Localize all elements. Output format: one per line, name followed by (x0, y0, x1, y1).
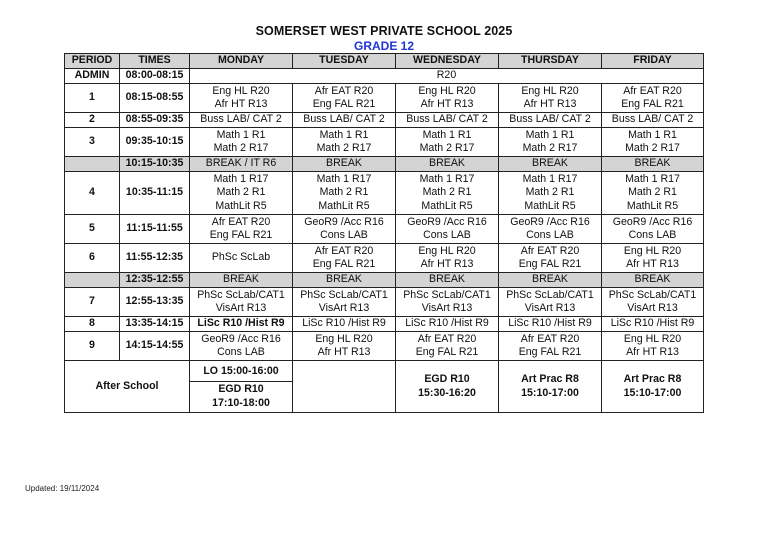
period-row-8 (65, 317, 704, 332)
lesson-cell-wed (396, 215, 499, 244)
lesson-line: Afr HT R13 (214, 98, 268, 110)
lesson-line: Afr HT R13 (626, 258, 679, 270)
time-cell: 13:35-14:15 (120, 317, 190, 332)
col-wednesday: WEDNESDAY (396, 54, 499, 69)
lesson-line: GeoR9 /Acc R16 (407, 215, 487, 228)
lesson-line: Math 2 R17 (419, 142, 475, 154)
lesson-line: GeoR9 /Acc R16 (201, 332, 281, 345)
lesson-cell-fri: LiSc R10 /Hist R9 (602, 317, 704, 332)
period-row-4 (65, 172, 704, 215)
break-cell-thu: BREAK (499, 157, 602, 172)
lesson-line: Math 2 R17 (522, 142, 578, 154)
lesson-cell-mon (190, 215, 293, 244)
lesson-cell-tue (293, 84, 396, 113)
period-row-1 (65, 84, 704, 113)
lesson-line: Eng FAL R21 (312, 98, 376, 110)
time-cell: 11:15-11:55 (120, 215, 190, 244)
time-cell: 08:55-09:35 (120, 113, 190, 128)
lesson-cell-mon (190, 128, 293, 157)
lesson-line: VisArt R13 (318, 302, 370, 314)
period-cell: 8 (65, 317, 120, 332)
period-row-2 (65, 113, 704, 128)
time-cell: 11:55-12:35 (120, 244, 190, 273)
lesson-line: Eng HL R20 (212, 84, 270, 97)
lesson-line: Math 1 R17 (316, 172, 372, 185)
lesson-line: VisArt R13 (215, 302, 267, 314)
lesson-line: MathLit R5 (318, 199, 370, 212)
lesson-line: EGD R10 (424, 373, 470, 385)
lesson-line: Math 2 R1 (628, 186, 677, 199)
lesson-line: VisArt R13 (627, 302, 678, 314)
lesson-cell-fri (602, 332, 704, 361)
lesson-cell-fri (602, 172, 704, 215)
lesson-cell-wed (396, 128, 499, 157)
lesson-cell-thu: Buss LAB/ CAT 2 (499, 113, 602, 128)
lesson-line: Cons LAB (320, 229, 368, 241)
lesson-line: Afr EAT R20 (623, 84, 682, 97)
lesson-line: PhSc ScLab/CAT1 (403, 288, 491, 301)
lesson-cell-fri (602, 244, 704, 273)
lesson-cell-mon: LiSc R10 /Hist R9 (190, 317, 293, 332)
lesson-cell-wed (396, 172, 499, 215)
period-row-7 (65, 288, 704, 317)
lesson-line: Afr HT R13 (420, 98, 474, 110)
break-cell-fri: BREAK (602, 157, 704, 172)
lesson-cell-tue (293, 244, 396, 273)
lesson-line: 15:10-17:00 (623, 386, 682, 399)
after-school-label: After School (65, 361, 190, 413)
updated-date: Updated: 19/11/2024 (25, 484, 100, 493)
after-school-fri (602, 361, 704, 413)
lesson-line: Eng FAL R21 (209, 229, 273, 241)
lesson-line: Eng HL R20 (418, 84, 476, 97)
lesson-line: 17:10-18:00 (212, 396, 270, 409)
lesson-cell-thu (499, 84, 602, 113)
lesson-cell-tue (293, 215, 396, 244)
lesson-line: Math 2 R1 (422, 186, 472, 199)
lesson-line: Math 1 R17 (522, 172, 578, 185)
lesson-line: Eng FAL R21 (621, 98, 684, 110)
lesson-line: Math 1 R17 (213, 172, 269, 185)
col-thursday: THURSDAY (499, 54, 602, 69)
period-cell: 2 (65, 113, 120, 128)
after-school-mon-bottom (190, 381, 292, 412)
time-cell: 08:00-08:15 (120, 69, 190, 84)
lesson-line: Eng HL R20 (315, 332, 373, 345)
lesson-line: Math 2 R17 (316, 142, 372, 154)
lesson-cell-mon (190, 84, 293, 113)
lesson-line: PhSc ScLab/CAT1 (300, 288, 388, 301)
period-row-9 (65, 332, 704, 361)
lesson-line: Math 2 R1 (216, 186, 266, 199)
lesson-line: Afr EAT R20 (314, 244, 374, 257)
lesson-line: Cons LAB (526, 229, 574, 241)
lesson-cell-mon (190, 172, 293, 215)
time-cell: 12:55-13:35 (120, 288, 190, 317)
lesson-line: Art Prac R8 (521, 373, 579, 385)
lesson-cell-tue (293, 288, 396, 317)
lesson-line: Afr HT R13 (317, 346, 371, 358)
lesson-line: Math 1 R1 (216, 128, 266, 141)
lesson-line: Math 1 R17 (625, 172, 680, 185)
lesson-cell-thu (499, 172, 602, 215)
lesson-cell-mon: Buss LAB/ CAT 2 (190, 113, 293, 128)
lesson-cell-thu (499, 332, 602, 361)
lesson-cell-fri (602, 288, 704, 317)
grade-subtitle: GRADE 12 (353, 39, 415, 53)
lesson-line: PhSc ScLab/CAT1 (197, 288, 285, 301)
lesson-cell-fri (602, 84, 704, 113)
time-cell: 10:35-11:15 (120, 172, 190, 215)
period-cell (65, 157, 120, 172)
after-school-row (65, 361, 704, 413)
lesson-line: Afr HT R13 (523, 98, 577, 110)
lesson-cell-wed (396, 84, 499, 113)
lesson-line: Math 2 R17 (213, 142, 269, 154)
lesson-line: MathLit R5 (524, 199, 576, 212)
lesson-cell-wed (396, 244, 499, 273)
period-row-6 (65, 244, 704, 273)
lesson-cell-wed: LiSc R10 /Hist R9 (396, 317, 499, 332)
time-cell: 12:35-12:55 (120, 273, 190, 288)
lesson-line: Eng HL R20 (521, 84, 579, 97)
period-row-3 (65, 128, 704, 157)
lesson-cell-thu (499, 244, 602, 273)
col-tuesday: TUESDAY (293, 54, 396, 69)
period-cell: ADMIN (65, 69, 120, 84)
lesson-line: GeoR9 /Acc R16 (612, 215, 693, 228)
lesson-line: Eng FAL R21 (518, 258, 582, 270)
lesson-line: Math 1 R1 (422, 128, 472, 141)
lesson-line: Cons LAB (217, 346, 265, 358)
lesson-cell-wed (396, 288, 499, 317)
lesson-line: Math 2 R1 (525, 186, 575, 199)
break-row-2 (65, 273, 704, 288)
lesson-cell-mon (190, 332, 293, 361)
lesson-line: Math 1 R17 (419, 172, 475, 185)
lesson-cell-thu (499, 288, 602, 317)
lesson-line: Cons LAB (423, 229, 471, 241)
break-cell-fri: BREAK (602, 273, 704, 288)
lesson-line: Eng HL R20 (418, 244, 476, 257)
period-cell: 1 (65, 84, 120, 113)
after-school-mon-top: LO 15:00-16:00 (203, 365, 279, 377)
lesson-cell-fri: Buss LAB/ CAT 2 (602, 113, 704, 128)
break-cell-tue: BREAK (293, 273, 396, 288)
period-cell: 9 (65, 332, 120, 361)
lesson-line: Math 1 R1 (525, 128, 575, 141)
lesson-line: Math 2 R17 (625, 142, 680, 154)
col-period: PERIOD (65, 54, 120, 69)
period-cell: 4 (65, 172, 120, 215)
lesson-cell-fri (602, 128, 704, 157)
period-row-5 (65, 215, 704, 244)
time-cell: 14:15-14:55 (120, 332, 190, 361)
lesson-line: Art Prac R8 (623, 373, 682, 385)
col-times: TIMES (120, 54, 190, 69)
lesson-cell-thu: LiSc R10 /Hist R9 (499, 317, 602, 332)
time-cell: 08:15-08:55 (120, 84, 190, 113)
lesson-line: Eng FAL R21 (415, 346, 479, 358)
break-cell-thu: BREAK (499, 273, 602, 288)
lesson-line: Afr HT R13 (626, 346, 679, 358)
break-cell-wed: BREAK (396, 273, 499, 288)
lesson-cell-thu (499, 128, 602, 157)
admin-row (65, 69, 704, 84)
lesson-line: MathLit R5 (626, 199, 679, 212)
lesson-cell-wed (396, 332, 499, 361)
lesson-line: Afr EAT R20 (314, 84, 374, 97)
lesson-line: Eng HL R20 (623, 332, 682, 345)
lesson-line: EGD R10 (218, 383, 264, 395)
lesson-cell-tue (293, 172, 396, 215)
break-cell-wed: BREAK (396, 157, 499, 172)
period-cell: 6 (65, 244, 120, 273)
period-cell (65, 273, 120, 288)
time-cell: 09:35-10:15 (120, 128, 190, 157)
col-friday: FRIDAY (602, 54, 704, 69)
after-school-tue (293, 361, 396, 413)
lesson-line: Math 1 R1 (319, 128, 369, 141)
lesson-line: Eng HL R20 (623, 244, 682, 257)
lesson-line: MathLit R5 (421, 199, 473, 212)
lesson-line: Math 1 R1 (628, 128, 677, 141)
break-row-1 (65, 157, 704, 172)
lesson-cell-tue (293, 128, 396, 157)
lesson-line: 15:10-17:00 (521, 386, 579, 399)
lesson-cell-tue (293, 332, 396, 361)
lesson-line: Eng FAL R21 (312, 258, 376, 270)
lesson-cell-wed: Buss LAB/ CAT 2 (396, 113, 499, 128)
lesson-cell-tue: Buss LAB/ CAT 2 (293, 113, 396, 128)
lesson-line: GeoR9 /Acc R16 (510, 215, 590, 228)
time-cell: 10:15-10:35 (120, 157, 190, 172)
period-cell: 5 (65, 215, 120, 244)
after-school-thu (499, 361, 602, 413)
lesson-line: Eng FAL R21 (518, 346, 582, 358)
break-cell-tue: BREAK (293, 157, 396, 172)
lesson-line: MathLit R5 (215, 199, 267, 212)
lesson-line: VisArt R13 (421, 302, 473, 314)
timetable (64, 53, 704, 413)
lesson-line: PhSc ScLab/CAT1 (506, 288, 594, 301)
lesson-cell-tue: LiSc R10 /Hist R9 (293, 317, 396, 332)
after-school-mon (190, 361, 293, 413)
lesson-cell-fri (602, 215, 704, 244)
lesson-cell-mon (190, 288, 293, 317)
lesson-line: Afr EAT R20 (520, 244, 580, 257)
lesson-line: Cons LAB (628, 229, 677, 241)
lesson-line: Afr EAT R20 (417, 332, 477, 345)
lesson-line: Afr EAT R20 (211, 215, 271, 228)
lesson-cell-thu (499, 215, 602, 244)
break-cell-mon: BREAK / IT R6 (190, 157, 293, 172)
break-cell-mon: BREAK (190, 273, 293, 288)
lesson-line: GeoR9 /Acc R16 (304, 215, 384, 228)
lesson-line: 15:30-16:20 (418, 386, 476, 399)
after-school-wed (396, 361, 499, 413)
lesson-line: Afr HT R13 (420, 258, 474, 270)
lesson-cell-mon: PhSc ScLab (190, 244, 293, 273)
admin-note: R20 (190, 69, 704, 84)
lesson-line: PhSc ScLab/CAT1 (608, 288, 697, 301)
period-cell: 3 (65, 128, 120, 157)
lesson-line: VisArt R13 (524, 302, 576, 314)
header-row (65, 54, 704, 69)
col-monday: MONDAY (190, 54, 293, 69)
period-cell: 7 (65, 288, 120, 317)
page-title: SOMERSET WEST PRIVATE SCHOOL 2025 (255, 24, 513, 38)
lesson-line: Math 2 R1 (319, 186, 369, 199)
lesson-line: Afr EAT R20 (520, 332, 580, 345)
